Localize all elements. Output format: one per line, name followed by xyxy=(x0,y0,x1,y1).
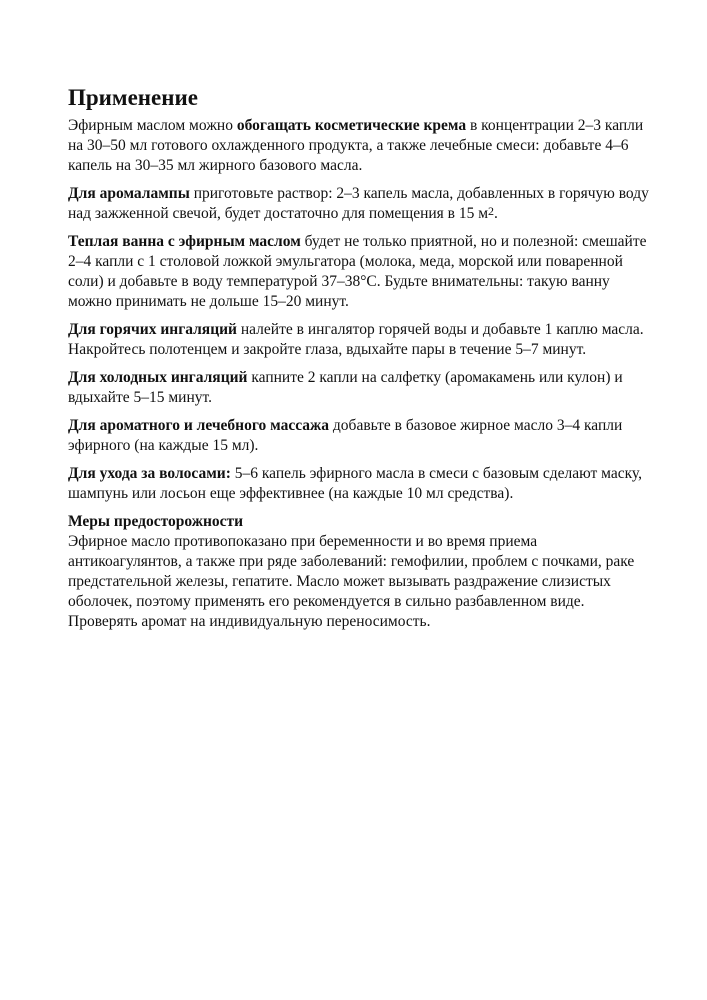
paragraph-hair xyxy=(68,464,653,504)
paragraph-bold-lead: обогащать косметические крема xyxy=(236,117,467,134)
document-page xyxy=(68,84,653,632)
paragraph-bold-lead: Для горячих ингаляций xyxy=(68,321,237,338)
paragraph-text: в концентрации 2–3 капли на 30–50 мл готового охлажденного продукта, а также лечебные смеси: добавьте 4–6 капель на 30–35 мл жирного базового масла. xyxy=(68,117,644,174)
paragraph-text: будет не только приятной, но и полезной: смешайте 2–4 капли с 1 столовой ложкой эмульгатора (молока, меда, морской или поваренной соли) и добавьте в воду температурой 37–38°С. Будьте внимательны: такую ванну можно принимать не дольше 15–20 минут. xyxy=(68,233,647,310)
precautions-text: Эфирное масло противопоказано при беременности и во время приема антикоагулянтов, а также при ряде заболеваний: гемофилии, проблем с почками, раке предстательной железы, гепатите. Масло может вызывать раздражение слизистых оболочек, поэтому применять его рекомендуется в сильно разбавленном виде. xyxy=(68,533,635,610)
precautions-note: Проверять аромат на индивидуальную переносимость. xyxy=(68,613,431,630)
paragraph-bold-lead: Для аромалампы xyxy=(68,185,190,202)
paragraph-text: 5–6 капель эфирного масла в смеси с базовым сделают маску, шампунь или лосьон еще эффективнее (на каждые 10 мл средства). xyxy=(68,465,643,502)
page-title: Применение xyxy=(68,85,198,110)
paragraph-aromalamp xyxy=(68,184,653,224)
paragraph-bold-lead: Для холодных ингаляций xyxy=(68,369,248,386)
paragraph-text: капните 2 капли на салфетку (аромакамень или кулон) и вдыхайте 5–15 минут. xyxy=(68,369,623,406)
paragraph-cold-inhalation xyxy=(68,368,653,408)
paragraph-massage xyxy=(68,416,653,456)
paragraph-hot-inhalation xyxy=(68,320,653,360)
paragraph-lead-text: Эфирным маслом можно xyxy=(68,117,237,134)
precautions-heading: Меры предосторожности xyxy=(68,513,244,530)
paragraph-text: добавьте в базовое жирное масло 3–4 капли эфирного (на каждые 15 мл). xyxy=(68,417,623,454)
paragraph-tail: . xyxy=(494,205,498,222)
paragraph-creams xyxy=(68,116,653,176)
superscript: 2 xyxy=(488,204,495,218)
paragraph-bold-lead: Для ухода за волосами: xyxy=(68,465,231,482)
paragraph-text: налейте в ингалятор горячей воды и добавьте 1 каплю масла. Накройтесь полотенцем и закройте глаза, вдыхайте пары в течение 5–7 минут. xyxy=(68,321,644,358)
paragraph-bath xyxy=(68,232,653,312)
paragraph-bold-lead: Для ароматного и лечебного массажа xyxy=(68,417,330,434)
paragraph-text: приготовьте раствор: 2–3 капель масла, добавленных в горячую воду над зажженной свечой, будет достаточно для помещения в 15 м xyxy=(68,185,649,222)
paragraph-bold-lead: Теплая ванна с эфирным маслом xyxy=(68,233,301,250)
